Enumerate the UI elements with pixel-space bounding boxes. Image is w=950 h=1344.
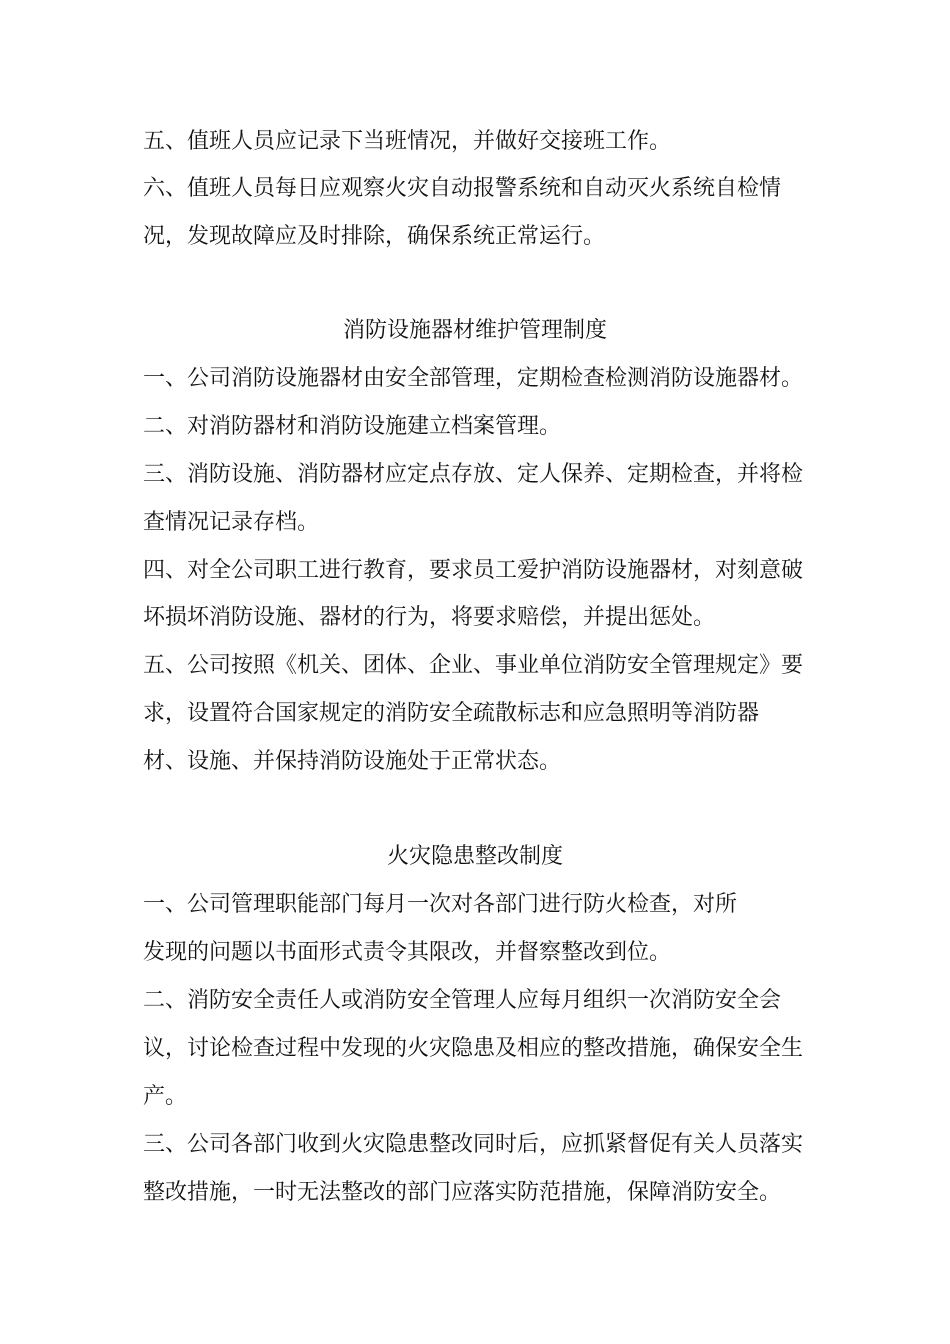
paragraph-line: 二、对消防器材和消防设施建立档案管理。 bbox=[143, 414, 562, 439]
paragraph-line: 一、公司管理职能部门每月一次对各部门进行防火检查，对所 bbox=[143, 892, 738, 917]
paragraph-line: 材、设施、并保持消防设施处于正常状态。 bbox=[143, 749, 562, 774]
paragraph-line: 五、公司按照《机关、团体、企业、事业单位消防安全管理规定》要 bbox=[143, 653, 804, 678]
paragraph-line: 三、消防设施、消防器材应定点存放、定人保养、定期检查，并将检 bbox=[143, 462, 804, 487]
paragraph-line: 一、公司消防设施器材由安全部管理，定期检查检测消防设施器材。 bbox=[143, 366, 804, 391]
paragraph-line: 议，讨论检查过程中发现的火灾隐患及相应的整改措施，确保安全生 bbox=[143, 1036, 804, 1061]
paragraph-line: 六、值班人员每日应观察火灾自动报警系统和自动灭火系统自检情 bbox=[143, 176, 782, 201]
section-title: 消防设施器材维护管理制度 bbox=[342, 318, 607, 343]
paragraph-line: 查情况记录存档。 bbox=[143, 510, 320, 535]
paragraph-line: 整改措施，一时无法整改的部门应落实防范措施，保障消防安全。 bbox=[143, 1180, 782, 1205]
paragraph-line: 求，设置符合国家规定的消防安全疏散标志和应急照明等消防器 bbox=[143, 701, 760, 726]
paragraph-line: 况，发现故障应及时排除，确保系统正常运行。 bbox=[143, 224, 606, 249]
paragraph-line: 产。 bbox=[143, 1084, 188, 1109]
paragraph-line: 发现的问题以书面形式责令其限改，并督察整改到位。 bbox=[143, 940, 672, 965]
paragraph-line: 四、对全公司职工进行教育，要求员工爱护消防设施器材，对刻意破 bbox=[143, 558, 804, 583]
paragraph-line: 三、公司各部门收到火灾隐患整改同时后，应抓紧督促有关人员落实 bbox=[143, 1132, 804, 1157]
paragraph-line: 二、消防安全责任人或消防安全管理人应每月组织一次消防安全会 bbox=[143, 988, 782, 1013]
paragraph-line: 坏损坏消防设施、器材的行为，将要求赔偿，并提出惩处。 bbox=[143, 605, 716, 630]
section-title: 火灾隐患整改制度 bbox=[386, 844, 563, 869]
paragraph-line: 五、值班人员应记录下当班情况，并做好交接班工作。 bbox=[143, 129, 672, 154]
